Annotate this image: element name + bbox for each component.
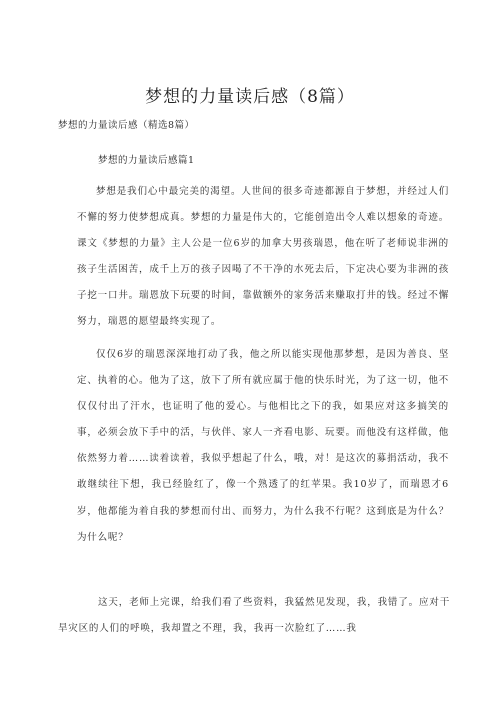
paragraph-2: 仅仅6岁的瑞恩深深地打动了我，他之所以能实现他那梦想，是因为善良、坚定、执着的心。他为了这，放下了所有就应属于他的快乐时光，为了这一切，他不仅仅付出了汗水，也证明了他的爱心。与他相比之下的我，如果应对这多搞笑的事，必须会放下手中的活，与伙伴、家人一齐看电影、玩要。而他没有这样做，他依然努力着……读着读着，我似乎想起了什么，哦，对！是这次的募捐活动，我不敢继续往下想，我已经脸红了，像一个熟透了的红苹果。我10岁了，而瑞恩才6岁，他都能为着自我的梦想而付出、而努力，为什么我不行呢？这到底是为什么？为什么呢？ — [77, 349, 449, 543]
paragraph-3: 这天，老师上完课，给我们看了些资料，我猛然见发现，我，我错了。应对干旱灾区的人们的呼唤，我却置之不理，我，我再一次脸红了……我 — [58, 597, 450, 635]
document-title: 梦想的力量读后感（8篇） — [145, 87, 355, 107]
paragraph-1: 梦想是我们心中最完美的渴望。人世间的很多奇迹都源自于梦想，并经过人们不懈的努力使梦想成真。梦想的力量是伟大的，它能创造出令人难以想象的奇迹。课文《梦想的力量》主人公是一位6岁的加拿大男孩瑞恩，他在听了老师说非洲的孩子生活困苦，成千上万的孩子因喝了不干净的水死去后，下定决心要为非洲的孩子挖一口井。瑞恩放下玩要的时间，靠做额外的家务活来赚取打井的钱。经过不懈努力，瑞恩的愿望最终实现了。 — [77, 186, 449, 328]
section-heading: 梦想的力量读后感篇1 — [98, 155, 195, 166]
document-subtitle: 梦想的力量读后感（精选8篇） — [58, 120, 195, 131]
